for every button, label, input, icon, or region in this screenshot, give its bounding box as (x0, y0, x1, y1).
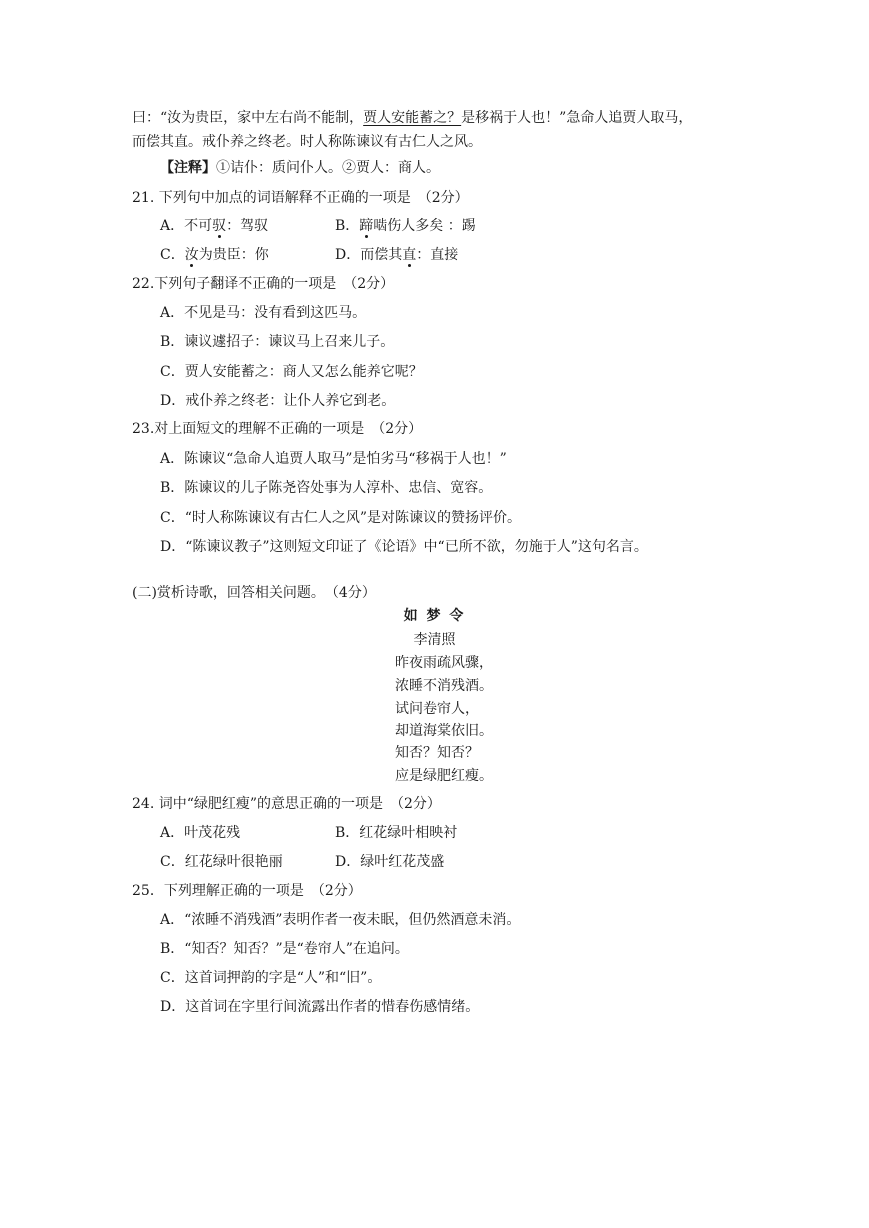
note-line (160, 158, 440, 178)
note-text: ①诘仆：质问仆人。②贾人：商人。 (216, 160, 440, 176)
option-text: 啮伤人多矣 ：踢 (373, 218, 476, 234)
passage-line-1 (132, 108, 692, 128)
poem-line-5: 知否？知否？ (395, 745, 479, 761)
q21-option-b (335, 216, 476, 236)
q22-option-b: B．谏议遽招子：谏议马上召来儿子。 (160, 334, 395, 350)
passage-text: 是移祸于人也！”急命人追贾人取马， (461, 110, 693, 126)
option-text: D．而偿其 (335, 247, 403, 263)
q25-option-b: B．“知否？知否？”是“卷帘人”在追问。 (160, 941, 409, 957)
option-text: B． (335, 218, 360, 234)
poem-line-6: 应是绿肥红瘦。 (395, 768, 493, 784)
question-24-stem: 24. 词中“绿肥红瘦”的意思正确的一项是 （2分） (132, 796, 441, 812)
q23-option-b: B．陈谏议的儿子陈尧咨处事为人淳朴、忠信、宽容。 (160, 480, 493, 496)
passage-line-2: 而偿其直。戒仆养之终老。时人称陈谏议有古仁人之风。 (132, 134, 482, 150)
question-22-stem: 22.下列句子翻译不正确的一项是 （2分） (132, 276, 395, 292)
q23-option-a: A．陈谏议“急命人追贾人取马”是怕劣马“移祸于人也！” (160, 451, 507, 467)
underlined-sentence: 贾人安能蓄之？ (363, 110, 462, 126)
passage-text: 曰：“汝为贵臣，家中左右尚不能制， (132, 110, 364, 126)
q24-option-b: B．红花绿叶相映衬 (335, 825, 458, 841)
poem-line-1: 昨夜雨疏风骤， (395, 655, 493, 671)
q22-option-c: C．贾人安能蓄之：商人又怎么能养它呢？ (160, 364, 423, 380)
option-text: 为贵臣：你 (198, 247, 269, 263)
q24-option-a: A．叶茂花残 (160, 825, 241, 841)
option-text: ：驾驭 (226, 218, 269, 234)
q22-option-a: A．不见是马：没有看到这匹马。 (160, 305, 367, 321)
section-2-heading: (二)赏析诗歌，回答相关问题。 （4分） (132, 585, 376, 601)
q25-option-d: D．这首词在字里行间流露出作者的惜春伤感情绪。 (160, 999, 480, 1015)
q21-option-d (335, 245, 458, 265)
q23-option-c: C．“时人称陈谏议有古仁人之风”是对陈谏议的赞扬评价。 (160, 510, 522, 526)
q23-option-d: D．“陈谏议教子”这则短文印证了《论语》中“已所不欲，勿施于人”这句名言。 (160, 539, 648, 555)
note-label: 【注释】 (160, 160, 216, 176)
dotted-char: 直 (402, 247, 417, 263)
poem-title: 如 梦 令 (403, 608, 466, 624)
q22-option-d: D．戒仆养之终老：让仆人养它到老。 (160, 393, 396, 409)
q21-option-c (160, 245, 269, 265)
option-text: C． (160, 247, 185, 263)
poem-line-4: 却道海棠依旧。 (395, 723, 493, 739)
q25-option-a: A．“浓睡不消残酒”表明作者一夜未眠，但仍然酒意未消。 (160, 912, 521, 928)
q21-option-a (160, 216, 268, 236)
dotted-char: 蹄 (359, 218, 374, 234)
option-text: ：直接 (416, 247, 459, 263)
q25-option-c: C．这首词押韵的字是“人”和“旧”。 (160, 970, 382, 986)
poem-line-3: 试问卷帘人， (395, 701, 479, 717)
question-25-stem: 25．下列理解正确的一项是 （2分） (132, 883, 362, 899)
q24-option-d: D．绿叶红花茂盛 (335, 854, 445, 870)
dotted-char: 驭 (212, 218, 227, 234)
question-21-stem: 21. 下列句中加点的词语解释不正确的一项是 （2分） (132, 190, 469, 206)
poem-author: 李清照 (413, 632, 456, 648)
option-text: A．不可 (160, 218, 213, 234)
question-23-stem: 23.对上面短文的理解不正确的一项是 （2分） (132, 421, 423, 437)
q24-option-c: C．红花绿叶很艳丽 (160, 854, 283, 870)
dotted-char: 汝 (184, 247, 199, 263)
poem-line-2: 浓睡不消残酒。 (395, 678, 493, 694)
